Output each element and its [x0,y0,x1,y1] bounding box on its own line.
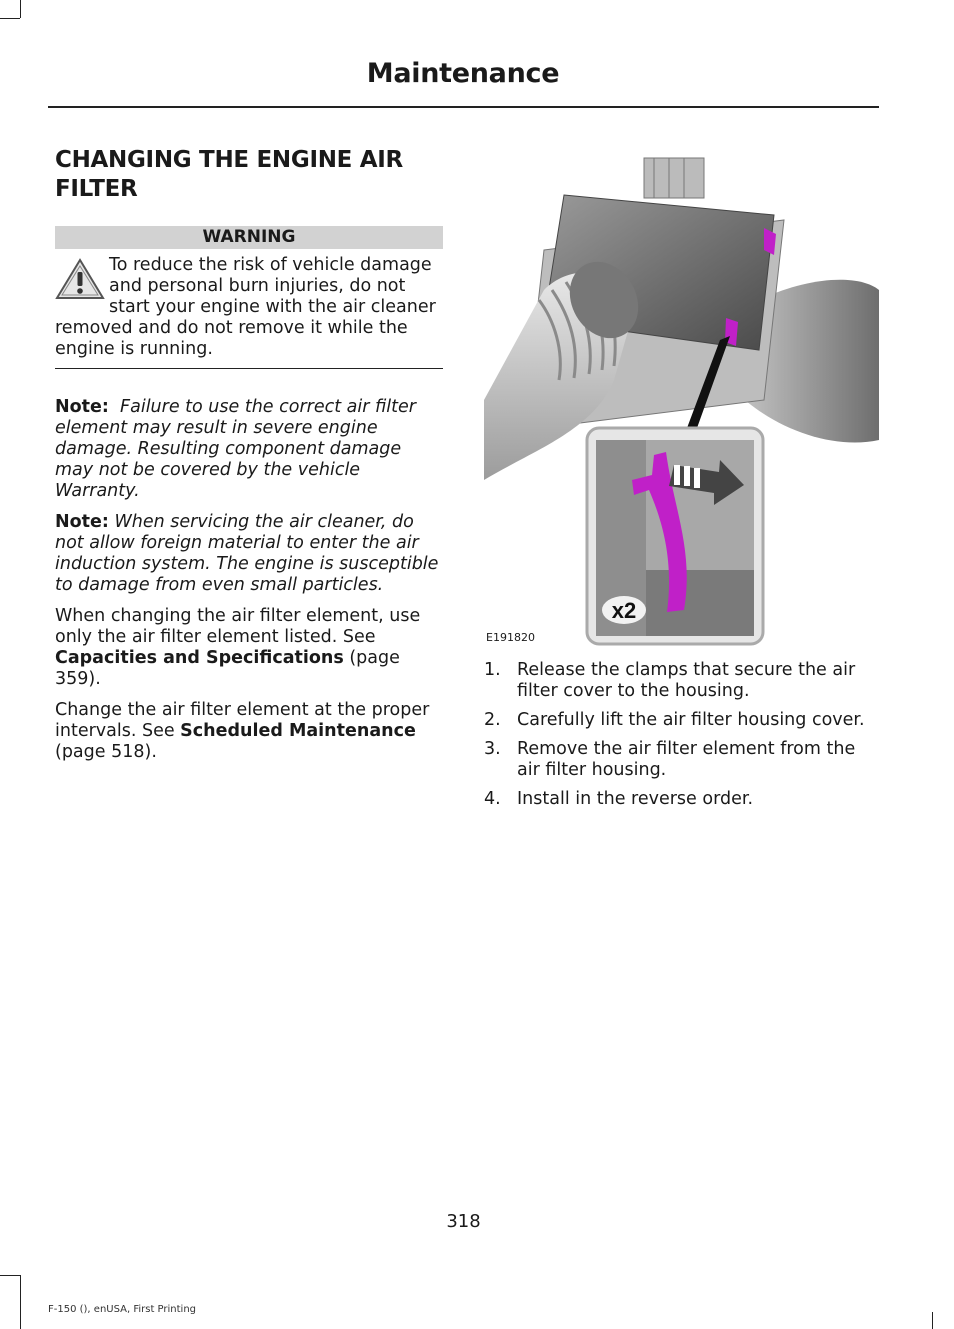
crop-mark [0,18,20,19]
step-number: 2. [484,710,501,730]
crop-mark [932,1312,933,1329]
left-column [55,146,443,763]
step-text: Install in the reverse order. [517,789,754,809]
cross-reference-link[interactable]: Scheduled Maintenance [180,721,416,741]
footer-text: F-150 (), enUSA, First Printing [48,1304,197,1315]
list-item [484,660,879,702]
step-number: 4. [484,789,501,809]
note-text: When servicing the air cleaner, do not allow foreign material to enter the air induction system. The engine is susceptible to damage from even small particles. [55,512,439,595]
step-number: 3. [484,739,501,759]
warning-triangle-icon [55,257,105,301]
paragraph-text: When changing the air filter element, use only the air filter element listed. See [55,606,421,647]
note-label: Note: [55,512,109,532]
step-text: Remove the air filter element from the air filter housing. [517,739,856,780]
paragraph-text: Change the air filter element at the proper intervals. See [55,700,430,741]
paragraph-text: (page 359). [55,648,400,689]
page-number: 318 [446,1211,481,1232]
step-text: Carefully lift the air filter housing cover. [517,710,865,730]
note-label: Note: [55,397,109,417]
crop-mark [20,1275,21,1329]
body-paragraph [55,700,443,763]
header-rule [48,106,879,108]
list-item [484,789,879,810]
note-paragraph [55,512,443,596]
paragraph-text: (page 518). [55,742,157,762]
cross-reference-link[interactable]: Capacities and Specifications [55,648,344,668]
air-filter-illustration [484,150,879,650]
list-item [484,710,879,731]
warning-label: WARNING [55,226,443,249]
list-item [484,739,879,781]
page-header-title: Maintenance [366,58,560,89]
note-text: Failure to use the correct air filter element may result in severe engine damage. Resulting component damage may not be covered by the vehicle Warranty. [55,397,416,501]
steps-list [484,660,879,818]
step-text: Release the clamps that secure the air filter cover to the housing. [517,660,856,701]
step-number: 1. [484,660,501,680]
note-paragraph [55,397,443,502]
multiplier-label: x2 [611,598,637,623]
warning-text: To reduce the risk of vehicle damage and personal burn injuries, do not start your engine with the air cleaner removed and do not remove it while the engine is running. [55,255,436,359]
body-paragraph [55,606,443,690]
figure-code: E191820 [486,631,535,644]
section-title: CHANGING THE ENGINE AIR FILTER [55,147,403,202]
warning-box [55,255,443,369]
crop-mark [20,0,21,18]
crop-mark [0,1275,20,1276]
